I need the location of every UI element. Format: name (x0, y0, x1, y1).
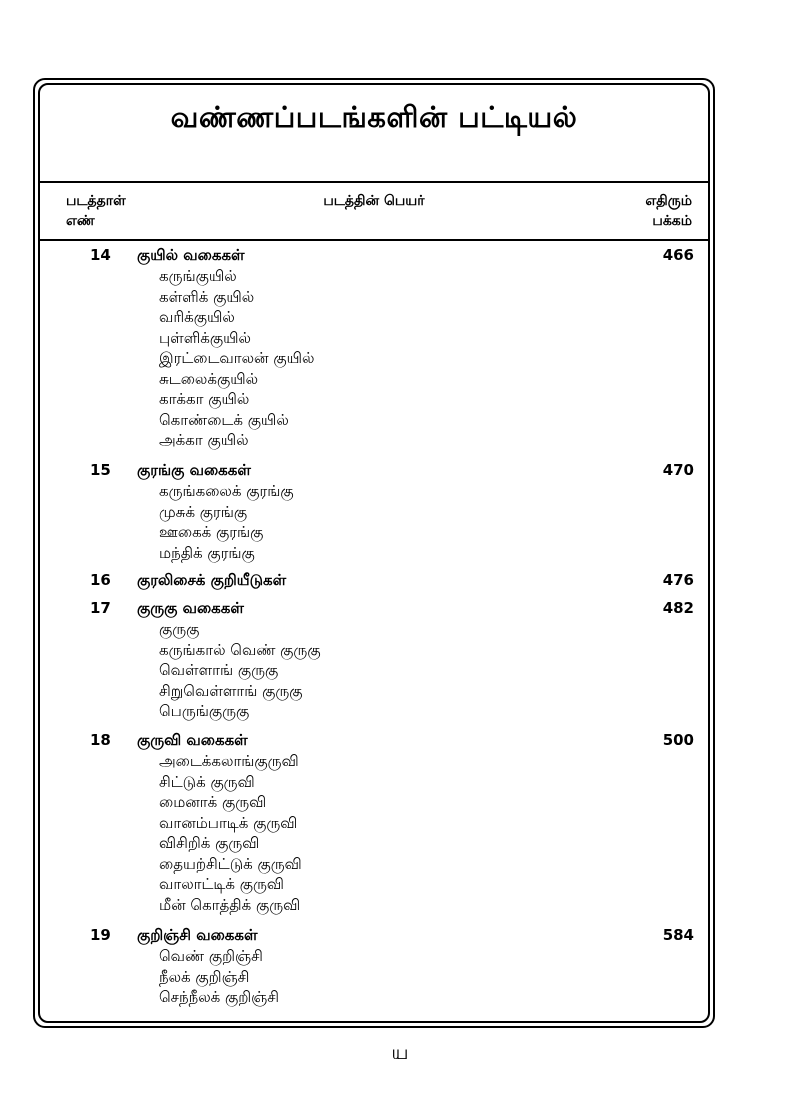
plate-category: குயில் வகைகள் (137, 246, 245, 264)
plate-category: குருகு வகைகள் (137, 599, 244, 617)
plate-item: வெண் குறிஞ்சி (159, 947, 263, 965)
plate-item: மைனாக் குருவி (159, 793, 267, 811)
plate-item: கருங்குயில் (159, 267, 237, 285)
plate-item: கொண்டைக் குயில் (159, 410, 289, 429)
plate-item: சுடலைக்குயில் (159, 369, 259, 388)
plate-item: காக்கா குயில் (159, 390, 250, 408)
plate-category: குரலிசைக் குறியீடுகள் (137, 571, 287, 589)
page-title: வண்ணப்படங்களின் பட்டியல் (170, 100, 578, 134)
plate-item: அடைக்கலாங்குருவி (159, 752, 299, 770)
plate-number: 17 (90, 599, 111, 617)
facing-page-number: 482 (662, 599, 694, 617)
plate-number: 18 (90, 731, 111, 749)
facing-page-number: 584 (662, 926, 694, 944)
facing-page-number: 500 (662, 731, 694, 749)
column-header-number-line2: எண் (66, 213, 95, 229)
plate-item: சிறுவெள்ளாங் குருகு (159, 681, 303, 700)
column-header-page-line1: எதிரும் (645, 193, 692, 209)
plate-number: 14 (90, 246, 111, 264)
plate-item: நீலக் குறிஞ்சி (159, 967, 250, 986)
facing-page-number: 476 (662, 571, 694, 589)
plate-number: 15 (90, 461, 111, 479)
plate-category: குருவி வகைகள் (137, 731, 248, 749)
column-header-name: படத்தின் பெயர் (323, 193, 425, 209)
plate-item: மீன் கொத்திக் குருவி (159, 895, 301, 914)
plate-item: கள்ளிக் குயில் (159, 287, 255, 306)
plate-item: பெருங்குருகு (159, 702, 250, 720)
plate-item: கருங்கால் வெண் குருகு (159, 640, 321, 659)
plate-item: இரட்டைவாலன் குயில் (159, 349, 315, 367)
plate-category: குறிஞ்சி வகைகள் (137, 926, 258, 944)
plate-item: வானம்பாடிக் குருவி (159, 813, 298, 832)
plate-item: தையற்சிட்டுக் குருவி (159, 854, 302, 873)
column-header-number-line1: படத்தாள் (66, 193, 126, 209)
column-header-page-line2: பக்கம் (652, 213, 692, 229)
plate-number: 16 (90, 571, 111, 589)
plate-item: வாலாட்டிக் குருவி (159, 875, 284, 893)
plate-item: வெள்ளாங் குருகு (159, 661, 279, 679)
plate-item: முசுக் குரங்கு (159, 502, 248, 521)
plate-item: விசிறிக் குருவி (159, 834, 260, 852)
plate-item: ஊகைக் குரங்கு (159, 523, 264, 541)
facing-page-number: 466 (662, 246, 694, 264)
plate-item: மந்திக் குரங்கு (159, 543, 255, 562)
plate-item: கருங்கலைக் குரங்கு (159, 482, 294, 500)
facing-page-number: 470 (662, 461, 694, 479)
plate-item: வரிக்குயில் (159, 308, 235, 326)
plate-item: சிட்டுக் குருவி (159, 772, 255, 791)
plate-item: குருகு (159, 620, 200, 638)
plate-number: 19 (90, 926, 111, 944)
page-number: ய (391, 1040, 409, 1064)
plate-item: செந்நீலக் குறிஞ்சி (159, 988, 280, 1006)
plate-item: புள்ளிக்குயில் (159, 328, 251, 347)
plate-category: குரங்கு வகைகள் (137, 461, 251, 479)
plate-item: அக்கா குயில் (159, 431, 249, 449)
